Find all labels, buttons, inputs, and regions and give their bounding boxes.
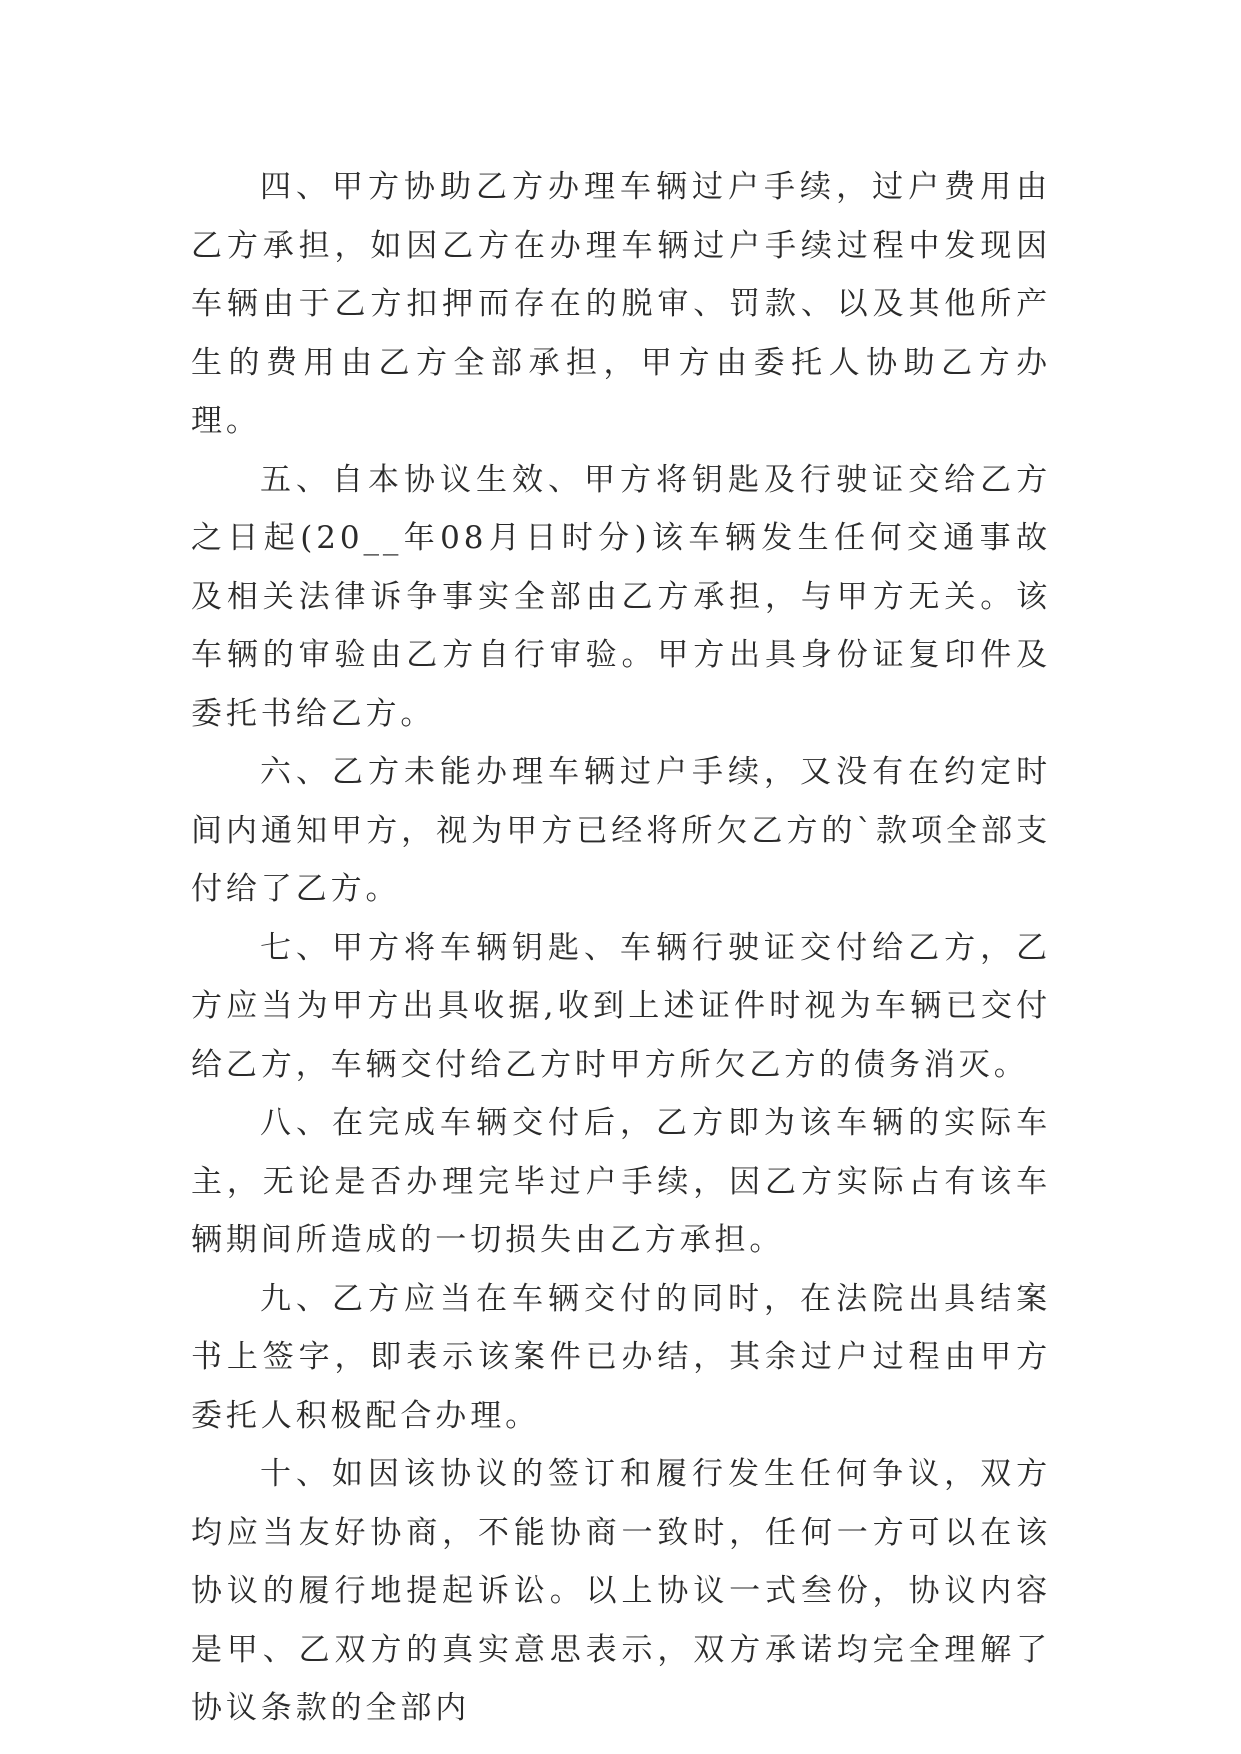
- clause-5-paragraph: 五、自本协议生效、甲方将钥匙及行驶证交给乙方之日起(20__年08月日时分)该车辆发生任何交通事故及相关法律诉争事实全部由乙方承担，与甲方无关。该车辆的审验由乙方自行审验。甲方出具身份证复印件及委托书给乙方。: [191, 461, 1051, 732]
- clause-10-paragraph: 十、如因该协议的签订和履行发生任何争议，双方均应当友好协商，不能协商一致时，任何一方可以在该协议的履行地提起诉讼。以上协议一式叁份，协议内容是甲、乙双方的真实意思表示，双方承诺均完全理解了协议条款的全部内: [191, 1456, 1051, 1726]
- clause-4-paragraph: 四、甲方协助乙方办理车辆过户手续，过户费用由乙方承担，如因乙方在办理车辆过户手续过程中发现因车辆由于乙方扣押而存在的脱审、罚款、以及其他所产生的费用由乙方全部承担，甲方由委托人协助乙方办理。: [191, 169, 1051, 439]
- clause-7-paragraph: 七、甲方将车辆钥匙、车辆行驶证交付给乙方，乙方应当为甲方出具收据,收到上述证件时视为车辆已交付给乙方，车辆交付给乙方时甲方所欠乙方的债务消灭。: [191, 929, 1051, 1083]
- clause-9-paragraph: 九、乙方应当在车辆交付的同时，在法院出具结案书上签字，即表示该案件已办结，其余过户过程由甲方委托人积极配合办理。: [191, 1280, 1051, 1434]
- clause-8-paragraph: 八、在完成车辆交付后，乙方即为该车辆的实际车主，无论是否办理完毕过户手续，因乙方实际占有该车辆期间所造成的一切损失由乙方承担。: [191, 1105, 1051, 1258]
- document-body: [191, 158, 1051, 1738]
- clause-6-paragraph: 六、乙方未能办理车辆过户手续，又没有在约定时间内通知甲方，视为甲方已经将所欠乙方的`款项全部支付给了乙方。: [191, 754, 1051, 907]
